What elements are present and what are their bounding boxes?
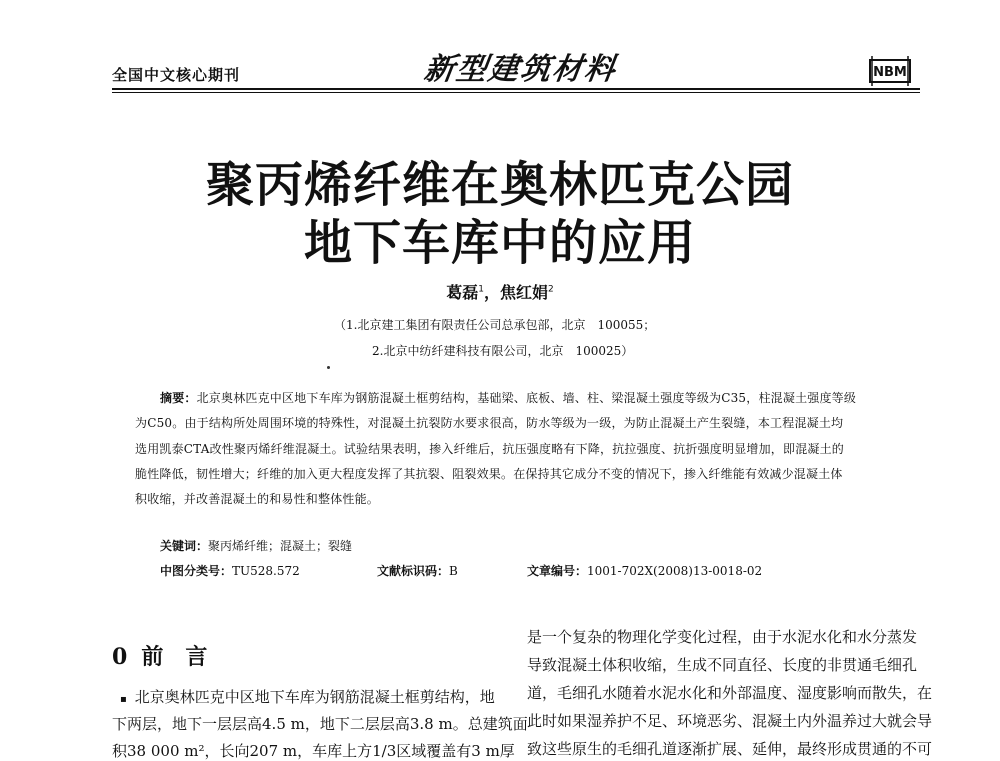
art-label: 文章编号： [527,564,588,578]
title-line-2: 地下车库中的应用 [303,215,696,271]
body-line: 此时如果湿养护不足、环境恶劣、混凝土内外温养过大就会导 [527,712,933,730]
body-text: 北京奥林匹克中区地下车库为钢筋混凝土框剪结构，地 [134,688,495,706]
classification-number [160,562,300,579]
document-code [377,562,458,579]
section-heading [112,640,207,671]
header-rule-thin [112,92,920,93]
body-line: 致这些原生的毛细孔道逐渐扩展、延伸，最终形成贯通的不可 [527,740,933,758]
abstract-line: 为C50。由于结构所处周围环境的特殊性，对混凝土抗裂防水要求很高，防水等级为一级，为防止混凝土产生裂缝，本工程混凝土均 [135,416,844,430]
abstract-text: 北京奥林匹克中区地下车库为钢筋混凝土框剪结构，基础梁、底板、墙、柱、梁混凝土强度等级为C35，柱混凝土强度等级 [196,391,857,405]
journal-logo [868,54,912,88]
abstract-label: 摘要： [160,391,197,405]
journal-category: 全国中文核心期刊 [112,66,241,84]
keywords [160,537,352,554]
abstract-line: 选用凯泰CTA改性聚丙烯纤维混凝土。试验结果表明，掺入纤维后，抗压强度略有下降，抗拉强度、抗折强度明显增加，即混凝土的 [135,442,845,456]
authors [0,280,1000,303]
author-2: 焦红娟 [500,283,549,302]
abstract-line: 脆性降低，韧性增大；纤维的加入更大程度发挥了其抗裂、阻裂效果。在保持其它成分不变的情况下，掺入纤维能有效减少混凝土体 [135,467,843,481]
body-line: 导致混凝土体积收缩，生成不同直径、长度的非贯通毛细孔 [527,656,918,674]
cls-label: 中图分类号： [160,564,233,578]
body-line: 是一个复杂的物理化学变化过程，由于水泥水化和水分蒸发 [527,628,918,646]
speck [327,366,330,369]
journal-name: 新型建筑材料 [422,52,619,87]
cls-value: TU528.572 [232,564,300,578]
author-1-sup: 1 [478,284,484,295]
article-number [527,562,762,579]
affiliation-2: 2.北京中纺纤建科技有限公司，北京 100025） [372,344,634,358]
art-value: 1001-702X(2008)13-0018-02 [587,564,763,578]
body-line: ▪ 北京奥林匹克中区地下车库为钢筋混凝土框剪结构，地 [120,688,495,706]
author-2-sup: 2 [548,284,554,295]
doc-label: 文献标识码： [377,564,450,578]
abstract-line [160,389,856,406]
header-rule [112,88,920,90]
keywords-value: 聚丙烯纤维；混凝土；裂缝 [208,539,353,553]
doc-value: B [449,564,458,578]
logo-text: NBM [873,65,907,80]
body-line: 道，毛细孔水随着水泥水化和外部温度、湿度影响而散失，在 [527,684,933,702]
body-line: 积38 000 m²，长向207 m，车库上方1/3区域覆盖有3 m厚 [112,742,515,760]
author-1: 葛磊 [446,283,479,302]
affiliation-1: （1.北京建工集团有限责任公司总承包部，北京 100055； [334,318,656,332]
keywords-label: 关键词： [160,539,209,553]
body-line: 下两层，地下一层层高4.5 m，地下二层层高3.8 m。总建筑面 [112,715,528,733]
author-separator: ， [483,283,500,302]
title-line-1: 聚丙烯纤维在奥林匹克公园 [205,157,794,213]
abstract-line: 积收缩，并改善混凝土的和易性和整体性能。 [135,492,380,506]
section-number: 0 [112,644,128,670]
section-title: 前 言 [141,644,208,670]
